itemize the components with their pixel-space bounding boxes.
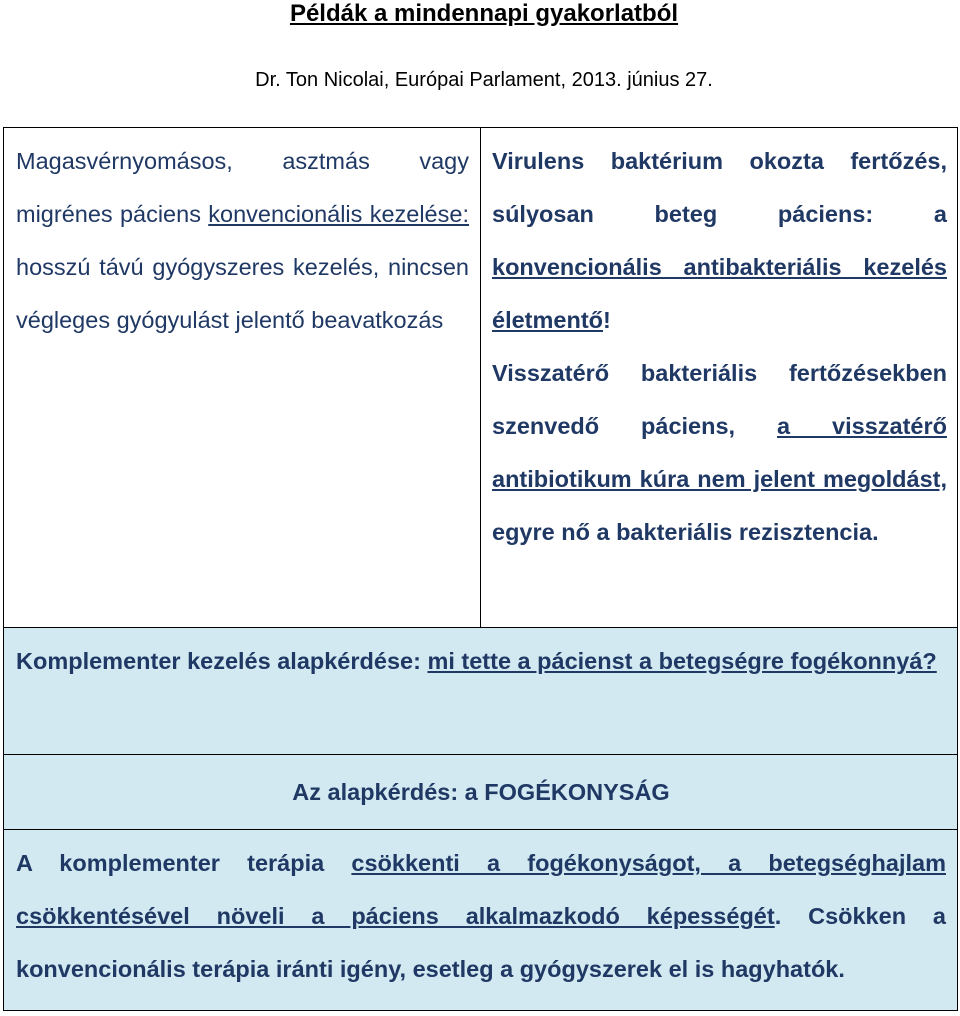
table-row-key: [4, 755, 957, 830]
text-span: Komplementer kezelés alapkérdése:: [16, 648, 428, 674]
text-span: Virulens baktérium okozta fertőzés, súlyosan beteg páciens: a: [492, 148, 947, 227]
key-statement-text: Az alapkérdés: a FOGÉKONYSÁG: [292, 779, 670, 805]
infection-paragraph-1: [492, 135, 947, 347]
cell-key-statement: [4, 755, 957, 829]
cell-infection-patient: [481, 128, 957, 627]
cell-therapy-effect: [4, 830, 957, 1010]
therapy-effect-text: [16, 837, 946, 996]
text-span: hosszú távú gyógyszeres kezelés, nincsen végleges gyógyulást jelentő beavatkozás: [16, 254, 469, 333]
text-span: A komplementer terápia: [16, 850, 352, 876]
table-row-therapy: [4, 830, 957, 1010]
infection-paragraph-2: [492, 347, 947, 559]
chronic-patient-text: [16, 135, 469, 347]
cell-basic-question: [4, 628, 957, 754]
text-span: Magasvérnyomásos, asztmás vagy migrénes páciens: [16, 148, 469, 227]
text-span: . Csökken a konvencionális terápia iránti igény, esetleg a gyógyszerek el is hagyhatók.: [16, 903, 946, 982]
table-row-question: [4, 628, 957, 755]
table-row-treatments: [4, 128, 957, 628]
text-span: Visszatérő bakteriális fertőzésekben szenvedő páciens,: [492, 360, 947, 439]
underlined-span: konvencionális antibakteriális kezelés életmentő: [492, 254, 947, 333]
underlined-span: a visszatérő antibiotikum kúra nem jelent megoldást,: [492, 413, 947, 492]
text-span: !: [603, 307, 611, 333]
comparison-table: [3, 127, 958, 1011]
text-span: egyre nő a bakteriális rezisztencia.: [492, 519, 879, 545]
underlined-span: csökkenti a fogékonyságot, a betegséghajlam csökkentésével növeli a páciens alkalmazkodó képességét: [16, 850, 946, 929]
document-subtitle: Dr. Ton Nicolai, Európai Parlament, 2013. június 27.: [255, 69, 713, 91]
cell-chronic-patient: [4, 128, 481, 627]
basic-question-text: [16, 635, 946, 688]
underlined-span: mi tette a pácienst a betegségre fogékonnyá?: [427, 648, 937, 674]
underlined-span: konvencionális kezelése:: [208, 201, 469, 227]
document-title: Példák a mindennapi gyakorlatból: [289, 0, 679, 27]
